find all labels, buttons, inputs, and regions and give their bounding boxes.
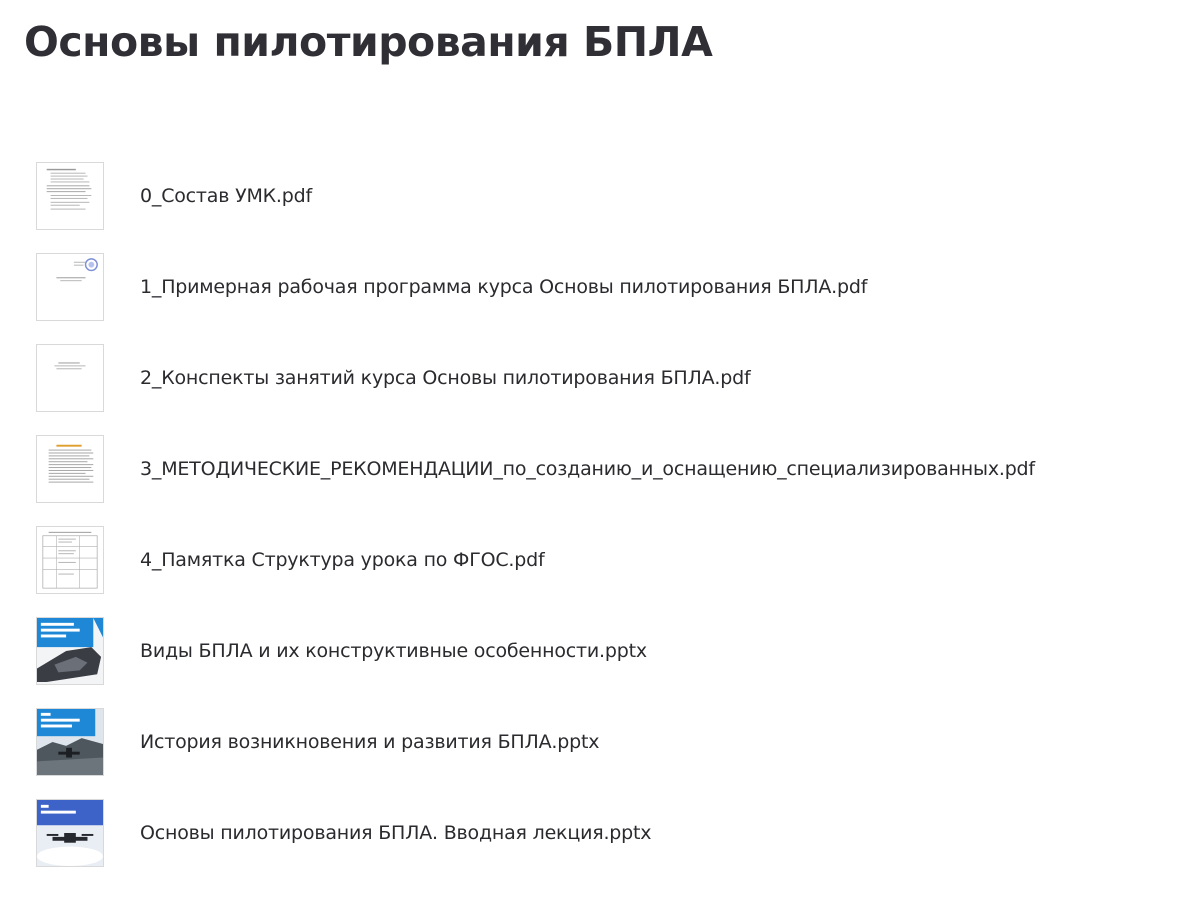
pptx-slide-thumbnail-icon xyxy=(36,617,104,685)
page-title: Основы пилотирования БПЛА xyxy=(24,18,713,66)
file-item[interactable] xyxy=(18,514,1178,605)
pdf-document-thumbnail-icon xyxy=(36,253,104,321)
file-item[interactable] xyxy=(18,696,1178,787)
file-name[interactable]: Виды БПЛА и их конструктивные особенности.pptx xyxy=(140,639,647,662)
pdf-document-thumbnail-icon xyxy=(36,435,104,503)
pptx-slide-thumbnail-icon xyxy=(36,799,104,867)
file-name[interactable]: 1_Примерная рабочая программа курса Основы пилотирования БПЛА.pdf xyxy=(140,275,868,298)
file-name[interactable]: 2_Конспекты занятий курса Основы пилотирования БПЛА.pdf xyxy=(140,366,751,389)
file-item[interactable] xyxy=(18,605,1178,696)
file-item[interactable] xyxy=(18,423,1178,514)
file-item[interactable] xyxy=(18,787,1178,878)
file-name[interactable]: 4_Памятка Структура урока по ФГОС.pdf xyxy=(140,548,545,571)
file-name[interactable]: 0_Состав УМК.pdf xyxy=(140,184,312,207)
file-list xyxy=(18,150,1178,878)
pdf-document-thumbnail-icon xyxy=(36,344,104,412)
file-name[interactable]: Основы пилотирования БПЛА. Вводная лекция.pptx xyxy=(140,821,652,844)
pdf-document-thumbnail-icon xyxy=(36,526,104,594)
file-item[interactable] xyxy=(18,241,1178,332)
file-item[interactable] xyxy=(18,332,1178,423)
file-name[interactable]: История возникновения и развития БПЛА.pptx xyxy=(140,730,600,753)
pdf-document-thumbnail-icon xyxy=(36,162,104,230)
file-item[interactable] xyxy=(18,150,1178,241)
file-name[interactable]: 3_МЕТОДИЧЕСКИЕ_РЕКОМЕНДАЦИИ_по_созданию_и_оснащению_специализированных.pdf xyxy=(140,457,1035,480)
pptx-slide-thumbnail-icon xyxy=(36,708,104,776)
